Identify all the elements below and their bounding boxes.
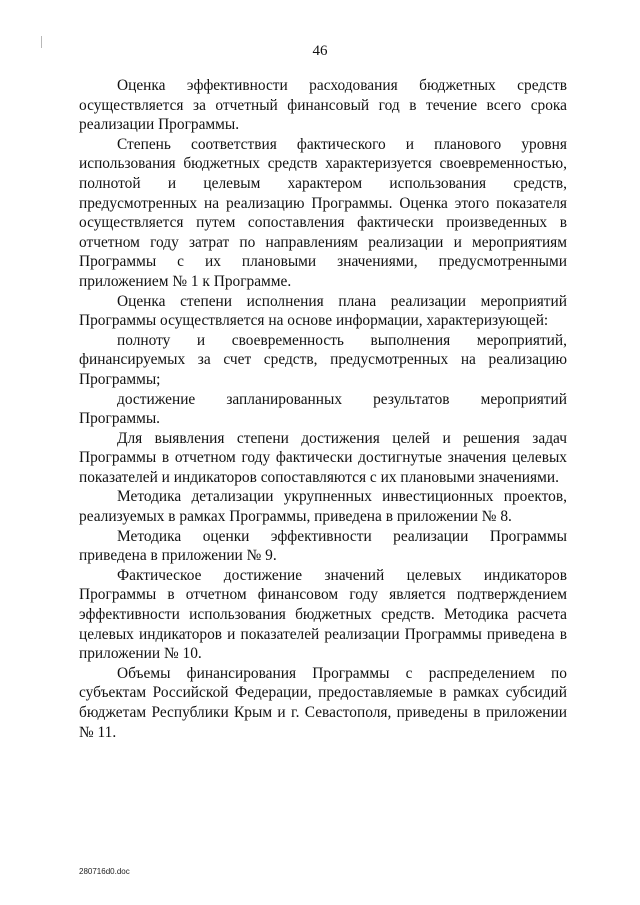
paragraph-methodology-appendix-8: Методика детализации укрупненных инвестиционных проектов, реализуемых в рамках Программы, приведена в приложении № 8. — [79, 488, 567, 526]
paragraph-efficiency-assessment: Оценка эффективности расходования бюджетных средств осуществляется за отчетный финансовый год в течение всего срока реализации Программы. — [79, 77, 567, 134]
footer-file-code: 280716d0.doc — [79, 867, 130, 876]
paragraph-methodology-appendix-9: Методика оценки эффективности реализации Программы приведена в приложении № 9. — [79, 527, 567, 565]
paragraph-plan-execution: Оценка степени исполнения плана реализации мероприятий Программы осуществляется на основе информации, характеризующей: — [79, 292, 567, 330]
paragraph-results-achievement: достижение запланированных результатов мероприятий Программы. — [79, 390, 567, 428]
paragraph-goals-achievement: Для выявления степени достижения целей и решения задач Программы в отчетном году фактически достигнутые значения целевых показателей и индикаторов сопоставляются с их плановыми значениями. — [79, 429, 567, 486]
paragraph-indicators-appendix-10: Фактическое достижение значений целевых индикаторов Программы в отчетном финансовом году является подтверждением эффективности использования бюджетных средств. Методика расчета целевых индикаторов и показателей реализации Программы приведена в приложении № 10. — [79, 566, 567, 663]
body-text — [79, 76, 567, 742]
paragraph-completeness: полноту и своевременность выполнения мероприятий, финансируемых за счет средств, предусмотренных на реализацию Программы; — [79, 331, 567, 388]
paragraph-budget-use-degree: Степень соответствия фактического и планового уровня использования бюджетных средств характеризуется своевременностью, полнотой и целевым характером использования средств, предусмотренных на реализацию Программы. Оценка этого показателя осуществляется путем сопоставления фактически произведенных в отчетном году затрат по направлениям реализации и мероприятиям Программы с их плановыми значениями, предусмотренными приложением № 1 к Программе. — [79, 135, 567, 290]
page-number: 46 — [312, 43, 328, 59]
paragraph-funding-appendix-11: Объемы финансирования Программы с распределением по субъектам Российской Федерации, предоставляемые в рамках субсидий бюджетам Республики Крым и г. Севастополя, приведены в приложении № 11. — [79, 664, 567, 741]
